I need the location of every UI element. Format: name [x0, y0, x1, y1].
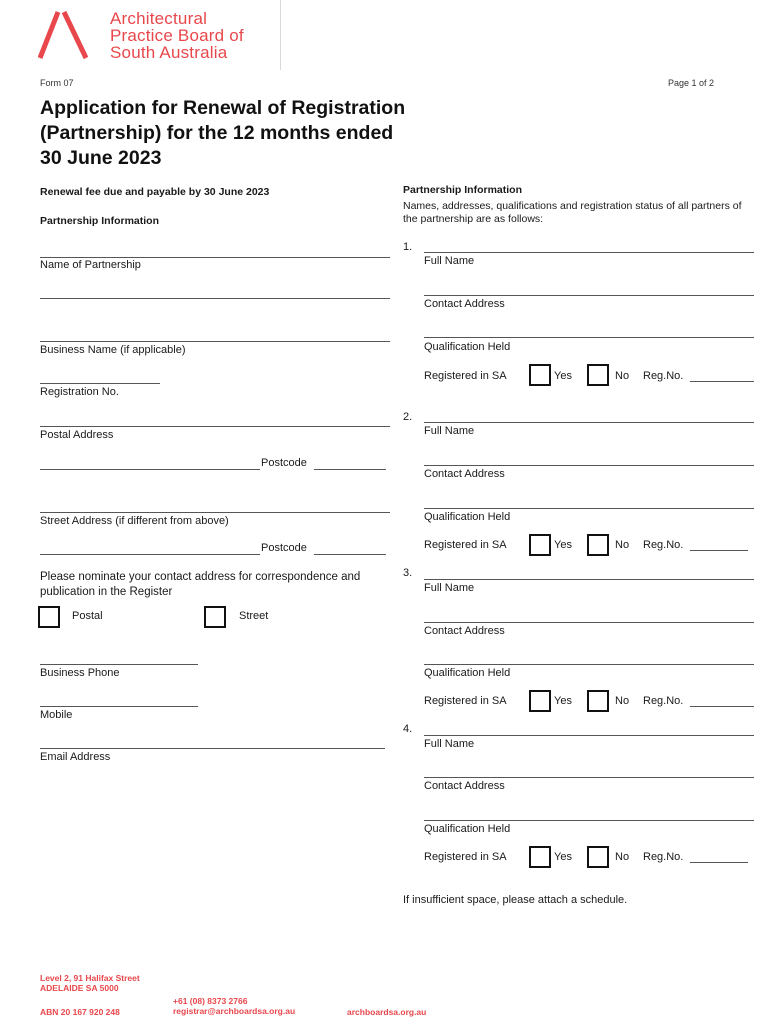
partner-3-qualification-label: Qualification Held: [424, 667, 511, 679]
street-postcode-label: Postcode: [261, 542, 307, 554]
board-name: [110, 10, 244, 61]
partner-4-yes-checkbox[interactable]: [529, 846, 551, 868]
partners-description: Names, addresses, qualifications and registration status of all partners of the partnership are as follows:: [403, 200, 742, 225]
partner-1-yes-label: Yes: [554, 370, 572, 382]
partner-4-full-name-label: Full Name: [424, 738, 475, 750]
partner-2-qualification-label: Qualification Held: [424, 511, 511, 523]
street-address-field-line2[interactable]: [40, 554, 260, 555]
street-address-label: Street Address (if different from above): [40, 515, 229, 527]
partner-2-regno-label: Reg.No.: [643, 539, 684, 551]
partner-2-number: 2.: [403, 411, 413, 423]
footer-address-line1: Level 2, 91 Halifax Street: [40, 973, 140, 983]
left-section-heading: Partnership Information: [40, 215, 160, 227]
form-number: Form 07: [40, 78, 74, 88]
footer-contact: [173, 996, 295, 1016]
partnership-name-field[interactable]: [40, 257, 390, 258]
partner-3-no-checkbox[interactable]: [587, 690, 609, 712]
partner-4-no-checkbox[interactable]: [587, 846, 609, 868]
business-name-field[interactable]: [40, 341, 390, 342]
partner-4-regno-field[interactable]: [690, 862, 748, 863]
partner-3-yes-checkbox[interactable]: [529, 690, 551, 712]
partner-1-contact-label: Contact Address: [424, 298, 505, 310]
partner-4-full-name-field[interactable]: [424, 735, 754, 736]
partner-3-registered-label: Registered in SA: [424, 695, 507, 707]
postal-address-field-line2[interactable]: [40, 469, 260, 470]
partner-4-registered-label: Registered in SA: [424, 851, 507, 863]
street-address-field[interactable]: [40, 512, 390, 513]
street-postcode-field[interactable]: [314, 554, 386, 555]
registration-no-label: Registration No.: [40, 386, 119, 398]
postal-postcode-field[interactable]: [314, 469, 386, 470]
partner-4-number: 4.: [403, 723, 413, 735]
partner-3-full-name-field[interactable]: [424, 579, 754, 580]
header-divider: [280, 0, 281, 70]
footer-abn: ABN 20 167 920 248: [40, 1007, 120, 1017]
business-phone-label: Business Phone: [40, 667, 120, 679]
right-section-heading: Partnership Information: [403, 184, 523, 196]
email-address-field[interactable]: [40, 748, 385, 749]
contact-nominate-text: Please nominate your contact address for correspondence and publication in the Register: [40, 571, 361, 598]
email-address-label: Email Address: [40, 751, 111, 763]
partner-2-contact-field[interactable]: [424, 465, 754, 466]
partner-3-number: 3.: [403, 567, 413, 579]
schedule-note: If insufficient space, please attach a schedule.: [403, 894, 628, 906]
partner-4-qualification-label: Qualification Held: [424, 823, 511, 835]
street-option-label: Street: [239, 610, 269, 622]
mobile-label: Mobile: [40, 709, 73, 721]
postal-option-label: Postal: [72, 610, 103, 622]
partner-1-contact-field[interactable]: [424, 295, 754, 296]
partner-2-no-label: No: [615, 539, 630, 551]
board-name-line3: South Australia: [110, 43, 228, 62]
partner-1-full-name-field[interactable]: [424, 252, 754, 253]
postal-address-label: Postal Address: [40, 429, 114, 441]
postal-checkbox[interactable]: [38, 606, 60, 628]
partner-1-regno-label: Reg.No.: [643, 370, 684, 382]
partnership-name-field-line2[interactable]: [40, 298, 390, 299]
footer-address: [40, 973, 140, 993]
partner-1-qualification-field[interactable]: [424, 337, 754, 338]
board-name-line2: Practice Board of: [110, 26, 244, 45]
business-phone-field[interactable]: [40, 664, 198, 665]
partner-2-no-checkbox[interactable]: [587, 534, 609, 556]
fee-notice: Renewal fee due and payable by 30 June 2023: [40, 186, 270, 198]
street-checkbox[interactable]: [204, 606, 226, 628]
footer-phone: +61 (08) 8373 2766: [173, 996, 248, 1006]
partner-2-regno-field[interactable]: [690, 550, 748, 551]
partner-3-contact-label: Contact Address: [424, 625, 505, 637]
partner-4-qualification-field[interactable]: [424, 820, 754, 821]
board-logo-icon: [38, 10, 90, 60]
partner-2-full-name-label: Full Name: [424, 425, 475, 437]
partner-3-regno-label: Reg.No.: [643, 695, 684, 707]
partner-1-registered-label: Registered in SA: [424, 370, 507, 382]
partner-1-no-checkbox[interactable]: [587, 364, 609, 386]
footer-address-line2: ADELAIDE SA 5000: [40, 983, 119, 993]
partner-3-qualification-field[interactable]: [424, 664, 754, 665]
page-title: Application for Renewal of Registration (Partnership) for the 12 months ended 30 June 2023: [40, 97, 406, 169]
partner-1-full-name-label: Full Name: [424, 255, 475, 267]
partner-3-contact-field[interactable]: [424, 622, 754, 623]
partner-4-regno-label: Reg.No.: [643, 851, 684, 863]
partner-1-qualification-label: Qualification Held: [424, 341, 511, 353]
footer-email[interactable]: registrar@archboardsa.org.au: [173, 1006, 296, 1016]
partner-2-registered-label: Registered in SA: [424, 539, 507, 551]
partner-3-full-name-label: Full Name: [424, 582, 475, 594]
partner-3-regno-field[interactable]: [690, 706, 754, 707]
partner-2-full-name-field[interactable]: [424, 422, 754, 423]
partner-2-qualification-field[interactable]: [424, 508, 754, 509]
partner-4-contact-label: Contact Address: [424, 780, 505, 792]
postal-address-field[interactable]: [40, 426, 390, 427]
partner-1-no-label: No: [615, 370, 630, 382]
registration-no-field[interactable]: [40, 383, 160, 384]
footer-website-link[interactable]: archboardsa.org.au: [347, 1007, 427, 1017]
board-name-line1: Architectural: [110, 9, 208, 28]
partner-2-yes-checkbox[interactable]: [529, 534, 551, 556]
partner-2-contact-label: Contact Address: [424, 468, 505, 480]
partner-4-no-label: No: [615, 851, 630, 863]
page-number: Page 1 of 2: [667, 78, 714, 88]
partner-1-yes-checkbox[interactable]: [529, 364, 551, 386]
business-name-label: Business Name (if applicable): [40, 344, 186, 356]
partner-4-contact-field[interactable]: [424, 777, 754, 778]
partner-2-yes-label: Yes: [554, 539, 572, 551]
mobile-field[interactable]: [40, 706, 198, 707]
partner-1-number: 1.: [403, 241, 413, 253]
partnership-name-label: Name of Partnership: [40, 259, 141, 271]
partner-4-yes-label: Yes: [554, 851, 572, 863]
partner-1-regno-field[interactable]: [690, 381, 754, 382]
partner-3-yes-label: Yes: [554, 695, 572, 707]
postal-postcode-label: Postcode: [261, 457, 307, 469]
partner-3-no-label: No: [615, 695, 630, 707]
